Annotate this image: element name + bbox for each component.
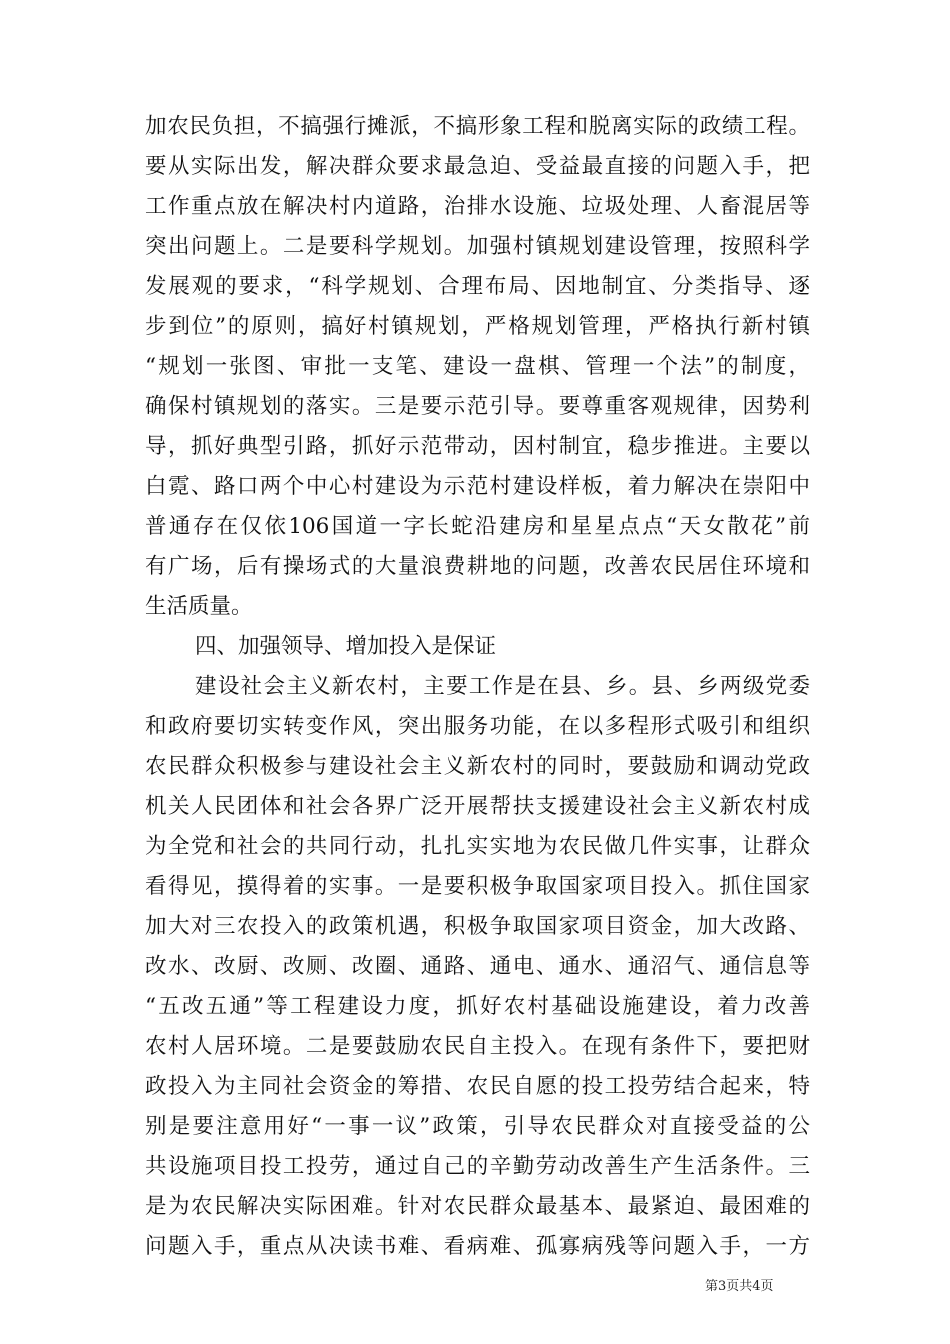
text-line: 机关人民团体和社会各界广泛开展帮扶支援建设社会主义新农村成 <box>145 794 810 819</box>
text-line: 别是要注意用好“一事一议”政策，引导农民群众对直接受益的公 <box>145 1114 810 1139</box>
text-line: 加农民负担，不搞强行摊派，不搞形象工程和脱离实际的政绩工程。 <box>145 114 810 139</box>
text-line: 改水、改厨、改厕、改圈、通路、通电、通水、通沼气、通信息等 <box>145 954 810 979</box>
text-line: 加大对三农投入的政策机遇，积极争取国家项目资金，加大改路、 <box>145 914 810 939</box>
text-line: 有广场，后有操场式的大量浪费耕地的问题，改善农民居住环境和 <box>145 554 810 579</box>
text-line: 步到位”的原则，搞好村镇规划，严格规划管理，严格执行新村镇 <box>145 314 810 339</box>
text-line: 要从实际出发，解决群众要求最急迫、受益最直接的问题入手，把 <box>145 154 810 179</box>
section-heading: 四、加强领导、增加投入是保证 <box>195 634 497 659</box>
text-line: 普通存在仅依106国道一字长蛇沿建房和星星点点“天女散花”前 <box>145 514 810 539</box>
text-line: 共设施项目投工投劳，通过自己的辛勤劳动改善生产生活条件。三 <box>145 1154 810 1179</box>
text-line: 政投入为主同社会资金的筹措、农民自愿的投工投劳结合起来，特 <box>145 1074 810 1099</box>
text-line: 突出问题上。二是要科学规划。加强村镇规划建设管理，按照科学 <box>145 234 810 259</box>
text-line: 是为农民解决实际困难。针对农民群众最基本、最紧迫、最困难的 <box>145 1194 810 1219</box>
text-line: 看得见，摸得着的实事。一是要积极争取国家项目投入。抓住国家 <box>145 874 810 899</box>
text-line: “五改五通”等工程建设力度，抓好农村基础设施建设，着力改善 <box>145 994 810 1019</box>
text-line: 农村人居环境。二是要鼓励农民自主投入。在现有条件下，要把财 <box>145 1034 810 1059</box>
text-line: 导，抓好典型引路，抓好示范带动，因村制宜，稳步推进。主要以 <box>145 434 810 459</box>
text-line: 农民群众积极参与建设社会主义新农村的同时，要鼓励和调动党政 <box>145 754 810 779</box>
text-line: 确保村镇规划的落实。三是要示范引导。要尊重客观规律，因势利 <box>145 394 810 419</box>
text-line: 问题入手，重点从决读书难、看病难、孤寡病残等问题入手，一方 <box>145 1234 810 1259</box>
text-line: “规划一张图、审批一支笔、建设一盘棋、管理一个法”的制度， <box>145 354 810 379</box>
text-line: 为全党和社会的共同行动，扎扎实实地为农民做几件实事，让群众 <box>145 834 810 859</box>
text-line: 建设社会主义新农村，主要工作是在县、乡。县、乡两级党委 <box>195 674 810 699</box>
text-line: 工作重点放在解决村内道路，治排水设施、垃圾处理、人畜混居等 <box>145 194 810 219</box>
page-number: 第3页共4页 <box>705 1279 774 1294</box>
text-line: 和政府要切实转变作风，突出服务功能，在以多程形式吸引和组织 <box>145 714 810 739</box>
text-line: 白霓、路口两个中心村建设为示范村建设样板，着力解决在崇阳中 <box>145 474 810 499</box>
text-line: 发展观的要求，“科学规划、合理布局、因地制宜、分类指导、逐 <box>145 274 810 299</box>
text-line: 生活质量。 <box>145 594 253 619</box>
